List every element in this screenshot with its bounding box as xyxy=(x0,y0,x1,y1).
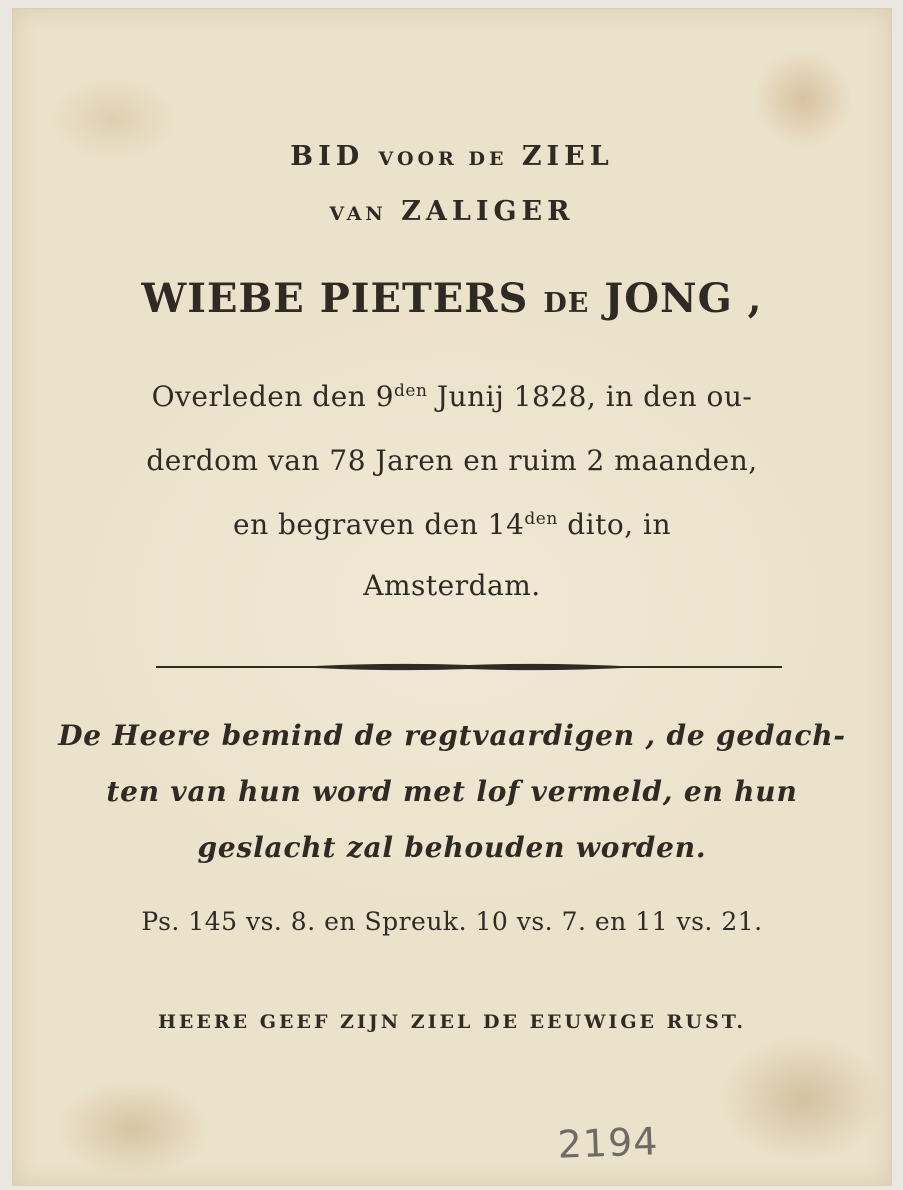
burial-date-text: en begraven den 14 xyxy=(233,508,525,541)
deceased-surname: JONG , xyxy=(604,275,763,322)
death-date-text: Overleden den 9 xyxy=(151,380,395,413)
prayer-card xyxy=(12,8,892,1186)
heading-word-ziel: ZIEL xyxy=(521,141,614,172)
death-notice-line-1 xyxy=(13,380,891,413)
heading-words-voor-de: VOOR DE xyxy=(378,148,508,170)
death-notice-line-2: derdom van 78 Jaren en ruim 2 maanden, xyxy=(146,444,758,477)
heading-word-zaliger: ZALIGER xyxy=(401,196,575,227)
deceased-name-particle: DE xyxy=(543,288,590,319)
ornamental-divider xyxy=(156,659,782,675)
heading-line-2 xyxy=(13,196,891,227)
verse-line-1: De Heere bemind de regtvaardigen , de gedach- xyxy=(58,719,846,752)
death-notice-line-4: Amsterdam. xyxy=(363,569,541,602)
death-notice-line-3 xyxy=(13,508,891,541)
closing-prayer: HEERE GEEF ZIJN ZIEL DE EEUWIGE RUST. xyxy=(157,1011,747,1033)
burial-date-superscript: den xyxy=(524,509,558,529)
burial-date-text-cont: dito, in xyxy=(557,508,671,541)
deceased-first-names: WIEBE PIETERS xyxy=(141,275,529,322)
death-date-superscript: den xyxy=(394,381,428,401)
verse-line-3: geslacht zal behouden worden. xyxy=(197,831,707,864)
handwritten-inventory-number: 2194 xyxy=(556,1119,660,1167)
heading-line-1 xyxy=(13,141,891,172)
heading-word-bid: BID xyxy=(290,141,365,172)
deceased-name xyxy=(13,275,891,322)
heading-word-van: VAN xyxy=(329,203,387,225)
scripture-reference: Ps. 145 vs. 8. en Spreuk. 10 vs. 7. en 11 vs. 21. xyxy=(141,907,763,936)
verse-line-2: ten van hun word met lof vermeld, en hun xyxy=(106,775,798,808)
death-date-text-cont: Junij 1828, in den ou- xyxy=(427,380,753,413)
